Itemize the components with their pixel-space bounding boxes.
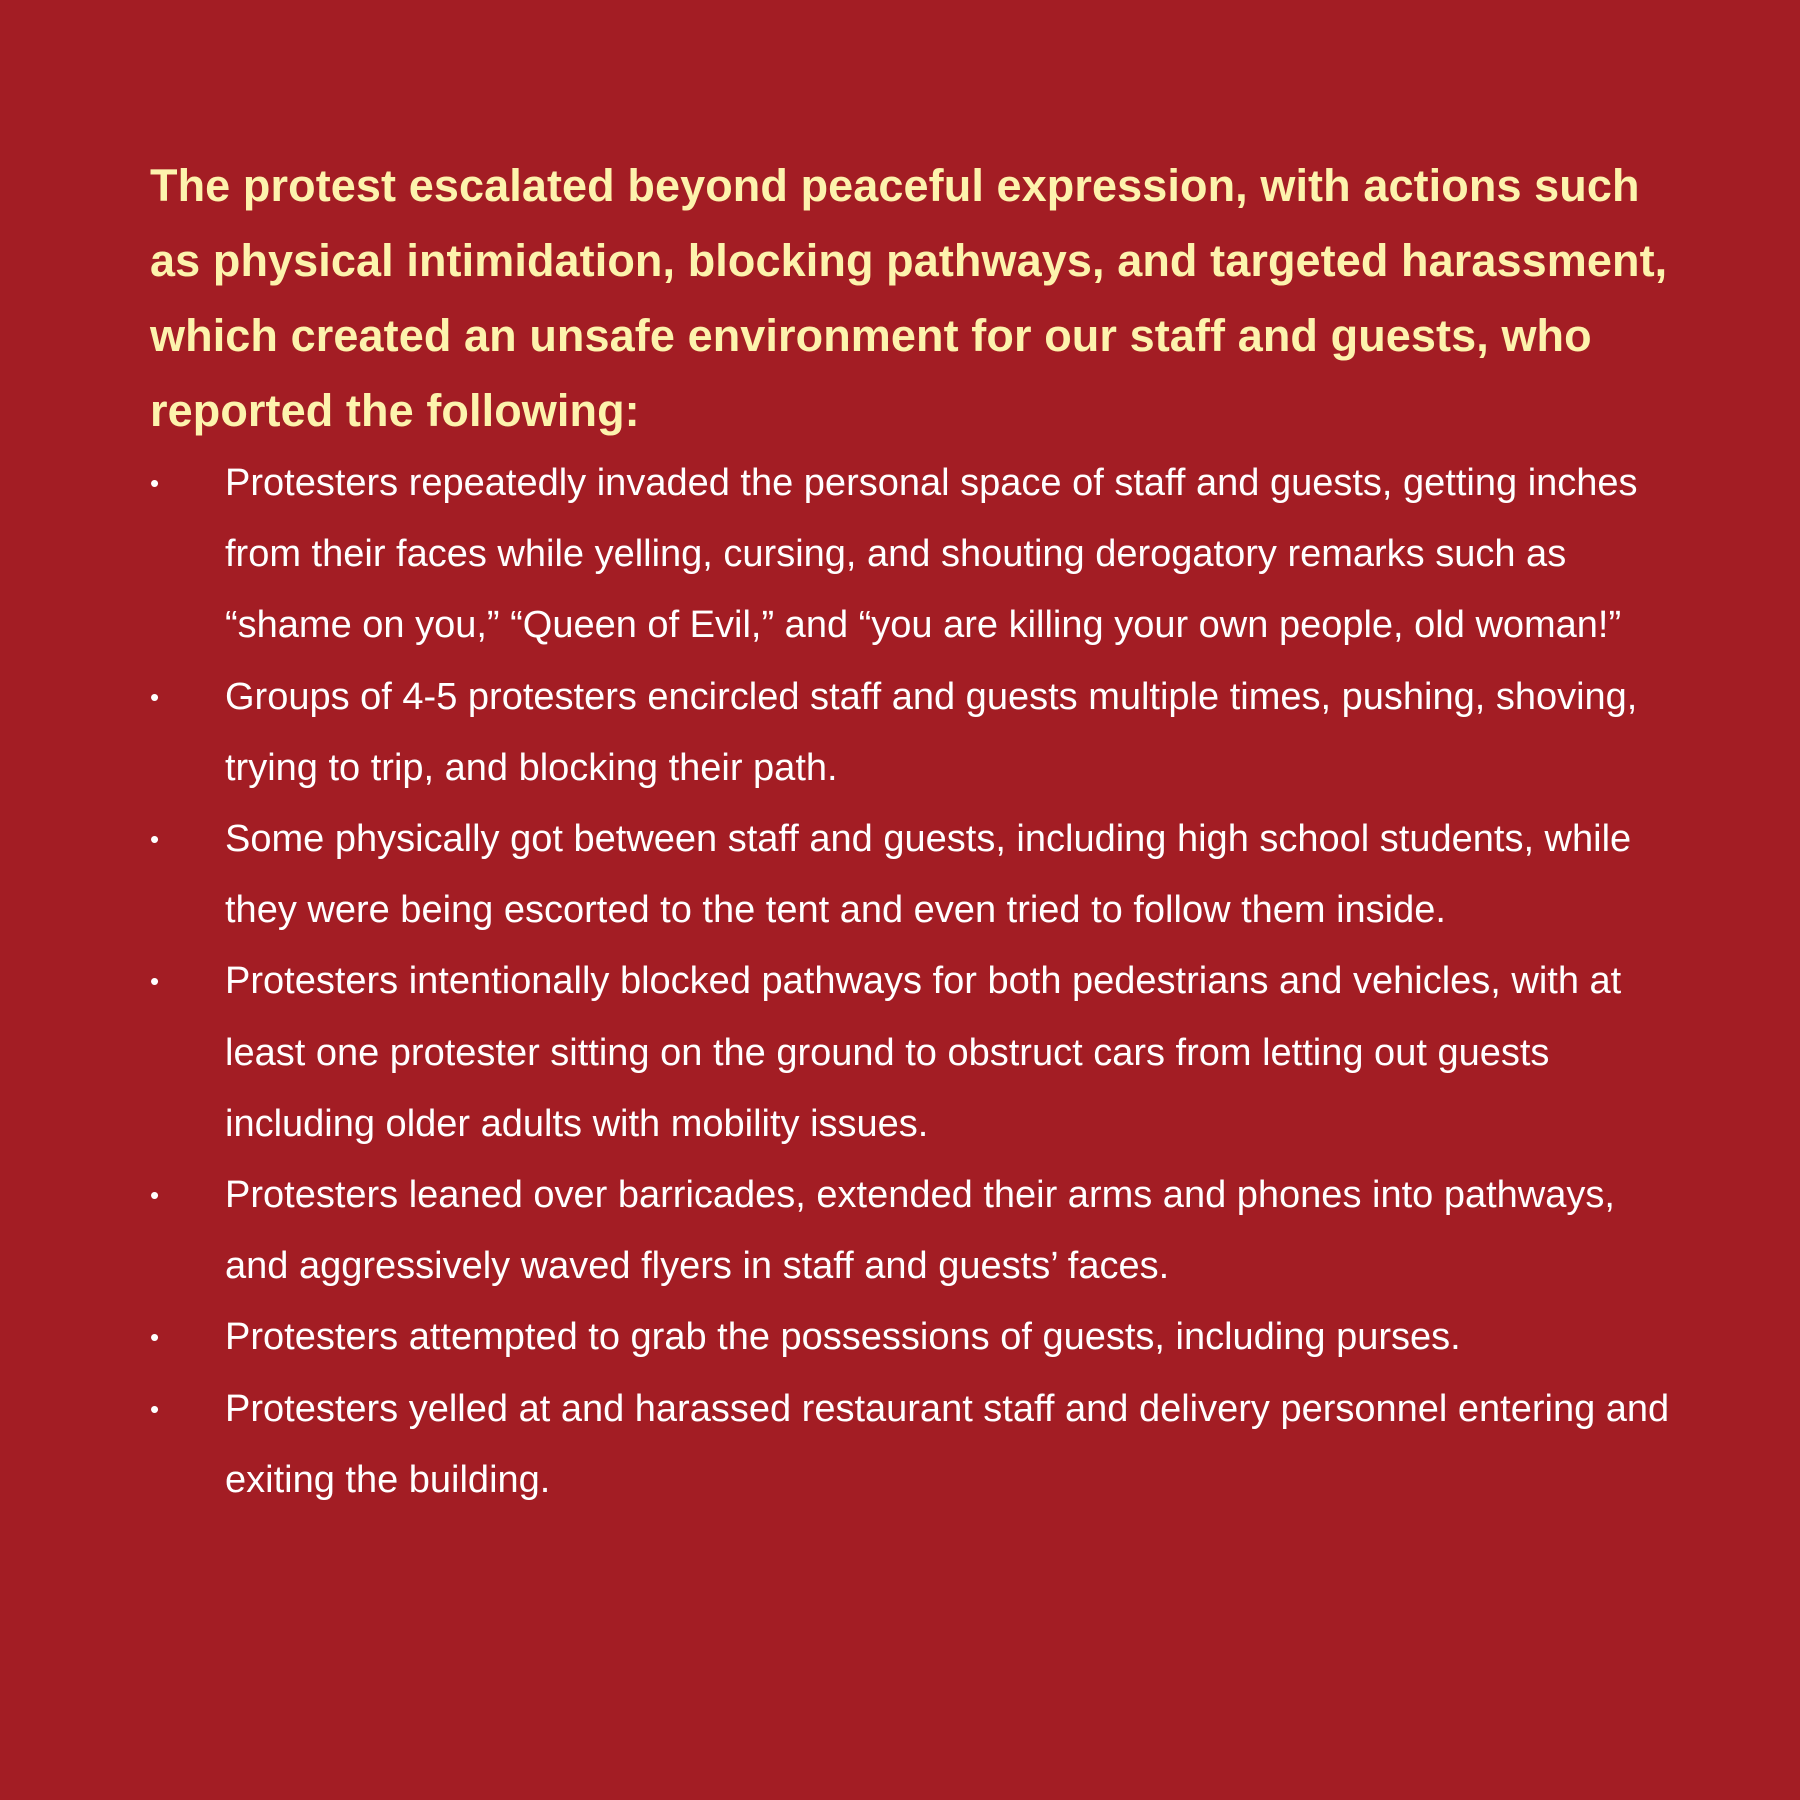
list-item-text: Protesters intentionally blocked pathways for both pedestrians and vehicles, with at least one protester sitting on the ground to obstruct cars from letting out guests including older adults with mobility issues. xyxy=(225,960,1622,1145)
bullet-icon: • xyxy=(150,1393,160,1424)
bullet-icon: • xyxy=(150,1180,160,1211)
list-item xyxy=(150,1302,1670,1373)
list-item xyxy=(150,1374,1670,1516)
list-item xyxy=(150,448,1670,662)
list-item-text: Protesters yelled at and harassed restaurant staff and delivery personnel entering and exiting the building. xyxy=(225,1387,1670,1501)
list-item-text: Protesters attempted to grab the possessions of guests, including purses. xyxy=(225,1316,1461,1359)
bullet-icon: • xyxy=(150,1322,160,1353)
bullet-icon: • xyxy=(150,824,160,855)
bullet-icon: • xyxy=(150,966,160,997)
list-item xyxy=(150,946,1670,1160)
list-item-text: Groups of 4-5 protesters encircled staff and guests multiple times, pushing, shoving, trying to trip, and blocking their path. xyxy=(225,675,1638,789)
list-item-text: Some physically got between staff and guests, including high school students, while they were being escorted to the tent and even tried to follow them inside. xyxy=(225,818,1632,932)
report-list xyxy=(150,448,1670,1516)
list-item xyxy=(150,662,1670,804)
intro-paragraph: The protest escalated beyond peaceful expression, with actions such as physical intimidation, blocking pathways, and targeted harassment, which created an unsafe environment for our staff and guests, who reported the following: xyxy=(150,160,1668,436)
bullet-icon: • xyxy=(150,681,160,712)
list-item-text: Protesters repeatedly invaded the personal space of staff and guests, getting inches from their faces while yelling, cursing, and shouting derogatory remarks such as “shame on you,” “Queen of Evil,” and “you are killing your own people, old woman!” xyxy=(225,462,1638,647)
document-content xyxy=(150,148,1670,1516)
list-item-text: Protesters leaned over barricades, extended their arms and phones into pathways, and aggressively waved flyers in staff and guests’ faces. xyxy=(225,1174,1615,1288)
bullet-icon: • xyxy=(150,468,160,498)
list-item xyxy=(150,804,1670,946)
list-item xyxy=(150,1160,1670,1302)
